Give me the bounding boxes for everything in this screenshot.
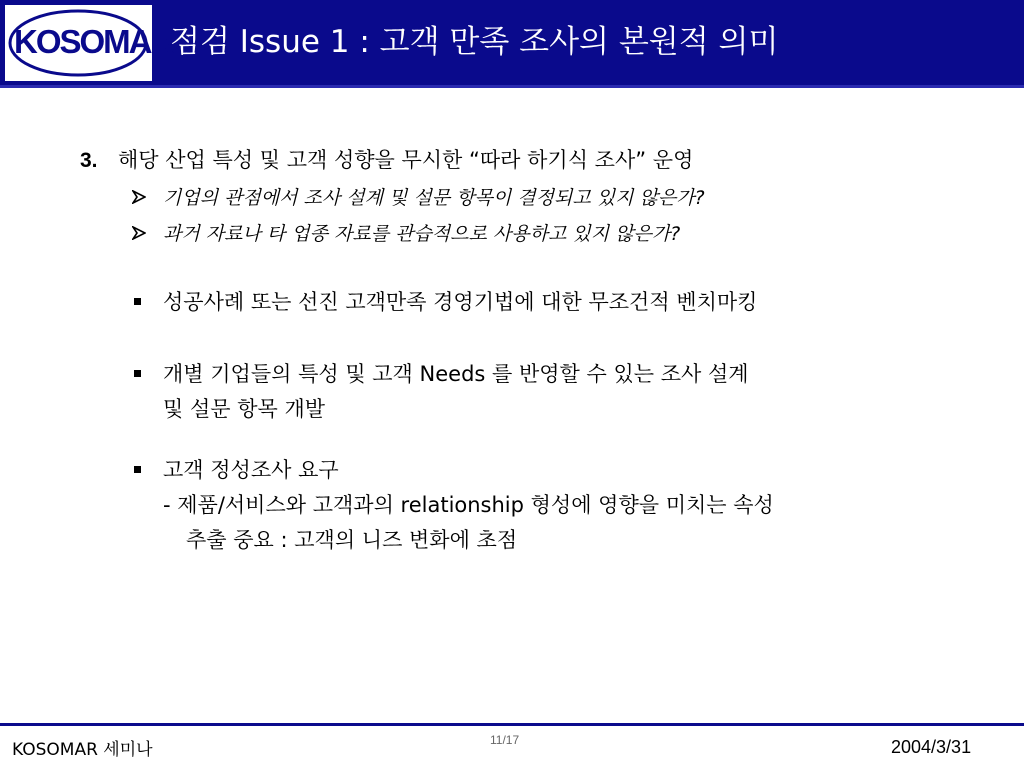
arrow-bullet-icon — [132, 226, 146, 240]
square-bullet-icon — [134, 370, 141, 377]
square-bullet-icon — [134, 298, 141, 305]
bullet-text: 개별 기업들의 특성 및 고객 Needs 를 반영할 수 있는 조사 설계 — [163, 362, 749, 386]
header-divider — [0, 85, 1024, 88]
sub-point: 과거 자료나 타 업종 자료를 관습적으로 사용하고 있지 않은가? — [163, 223, 681, 245]
bullet-text-detail-continued: 추출 중요 : 고객의 니즈 변화에 초점 — [186, 528, 518, 552]
item-heading: 해당 산업 특성 및 고객 성향을 무시한 “따라 하기식 조사” 운영 — [118, 148, 694, 172]
page-title: 점검 Issue 1 : 고객 만족 조사의 본원적 의미 — [170, 24, 779, 60]
page-number: 11/17 — [490, 733, 520, 747]
arrow-bullet-icon — [132, 190, 146, 204]
square-bullet-icon — [134, 466, 141, 473]
bullet-text-continued: 및 설문 항목 개발 — [163, 397, 326, 421]
footer-date: 2004/3/31 — [891, 737, 972, 757]
bullet-text-detail: - 제품/서비스와 고객과의 relationship 형성에 영향을 미치는 속성 — [163, 493, 774, 517]
footer-label: KOSOMAR 세미나 — [12, 740, 153, 760]
bullet-text: 성공사례 또는 선진 고객만족 경영기법에 대한 무조건적 벤치마킹 — [163, 290, 758, 314]
footer-divider — [0, 723, 1024, 726]
bullet-text: 고객 정성조사 요구 — [163, 458, 339, 482]
item-number: 3. — [80, 149, 98, 172]
logo — [5, 5, 173, 81]
sub-point: 기업의 관점에서 조사 설계 및 설문 항목이 결정되고 있지 않은가? — [163, 187, 705, 209]
logo-text: KOSOMAR — [14, 23, 173, 60]
